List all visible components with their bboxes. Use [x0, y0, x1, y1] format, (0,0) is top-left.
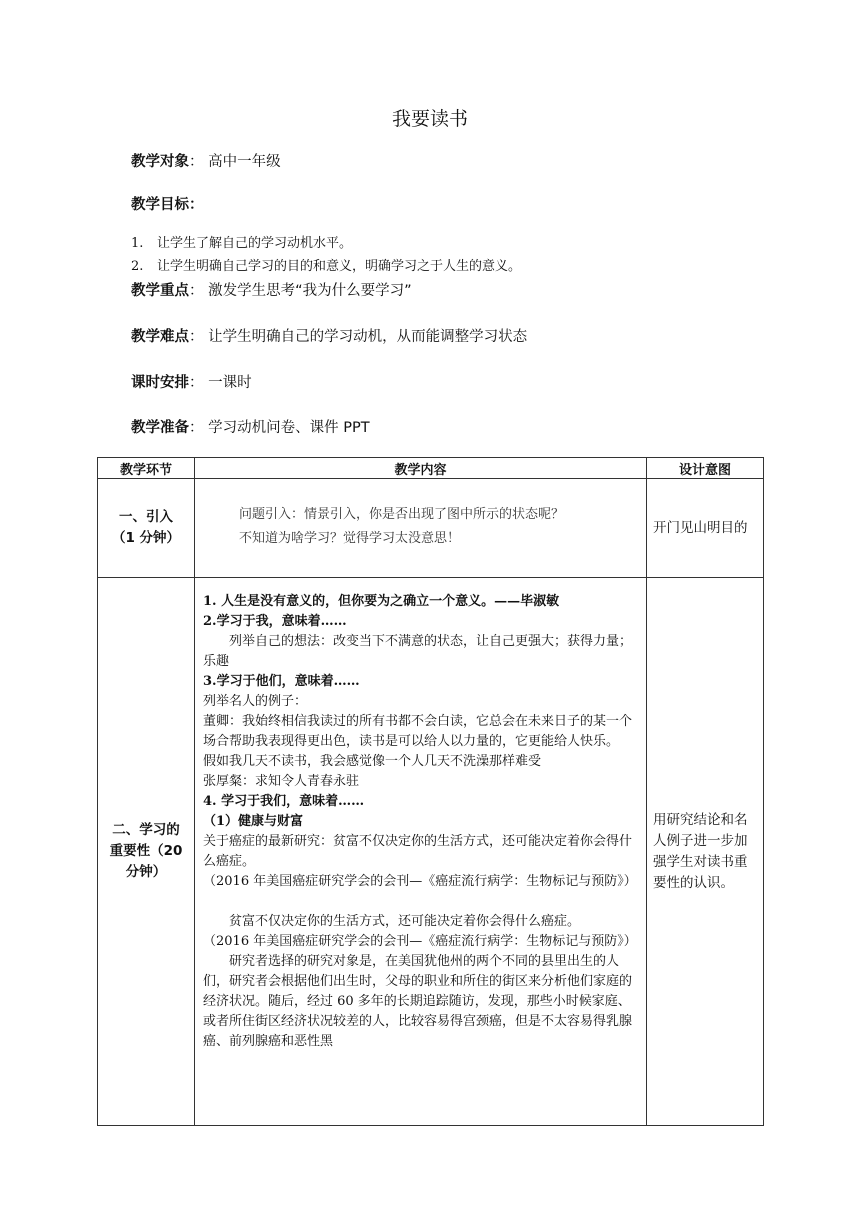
lesson-table [97, 457, 764, 1126]
content-cell [195, 578, 647, 1126]
difficulty-line: 教学难点： 让学生明确自己的学习动机，从而能调整学习状态 [131, 329, 528, 345]
content-line: 问题引入：情景引入，你是否出现了图中所示的状态呢？ [239, 507, 565, 522]
audience-value: 高中一年级 [208, 154, 281, 170]
goal-number: 2. [131, 259, 144, 274]
content-line: 贫富不仅决定你的生活方式，还可能决定着你会得什么癌症。 [229, 914, 581, 929]
prep-line: 教学准备： 学习动机问卷、课件 PPT [131, 420, 370, 436]
prep-label: 教学准备 [131, 420, 189, 436]
content-line: （2016 年美国癌症研究学会的会刊—《癌症流行病学：生物标记与预防》） [203, 874, 637, 889]
goal-item [131, 232, 352, 251]
hours-label: 课时安排 [131, 375, 189, 391]
document-title: 我要读书 [391, 108, 468, 130]
content-line: 2.学习于我，意味着…… [203, 614, 347, 629]
header-intent: 设计意图 [647, 458, 764, 479]
table-row [98, 479, 764, 578]
section-title: 二、学习的 [112, 822, 180, 838]
goal-text: 让学生了解自己的学习动机水平。 [157, 236, 353, 251]
content-line: 张厚粲：求知令人青春永驻 [203, 774, 360, 789]
content-cell [195, 479, 647, 578]
intent-cell: 开门见山明目的 [647, 479, 764, 578]
hours-value: 一课时 [208, 375, 252, 391]
content-line: 1. 人生是没有意义的，但你要为之确立一个意义。——毕淑敏 [203, 594, 560, 609]
content-line: 3.学习于他们，意味着…… [203, 674, 360, 689]
content-line: 关于癌症的最新研究：贫富不仅决定你的生活方式，还可能决定着你会得什么癌症。 [203, 834, 633, 869]
difficulty-label: 教学难点 [131, 329, 189, 345]
audience-label: 教学对象 [131, 154, 189, 170]
difficulty-value: 让学生明确自己的学习动机，从而能调整学习状态 [208, 329, 528, 345]
content-line: 列举自己的想法：改变当下不满意的状态，让自己更强大；获得力量；乐趣 [203, 634, 633, 669]
intent-cell: 用研究结论和名人例子进一步加强学生对读书重要性的认识。 [647, 578, 764, 1126]
goal-text: 让学生明确自己学习的目的和意义，明确学习之于人生的意义。 [157, 259, 522, 274]
hours-line: 课时安排： 一课时 [131, 375, 252, 391]
goals-label: 教学目标： [131, 197, 204, 213]
section-duration: 分钟） [125, 864, 167, 880]
section-duration: （1 分钟） [111, 530, 181, 546]
prep-value: 学习动机问卷、课件 PPT [208, 420, 370, 436]
focus-label: 教学重点 [131, 283, 189, 299]
content-line: 4. 学习于我们，意味着…… [203, 794, 365, 809]
table-header-row [98, 458, 764, 479]
content-line: 董卿：我始终相信我读过的所有书都不会白读，它总会在未来日子的某一个场合帮助我表现得更出色，读书是可以给人以力量的，它更能给人快乐。 [203, 714, 633, 749]
focus-value: 激发学生思考“我为什么要学习” [208, 283, 412, 299]
section-title: 一、引入 [119, 509, 173, 525]
header-content: 教学内容 [195, 458, 647, 479]
content-line: 不知道为啥学习？觉得学习太没意思！ [239, 531, 461, 546]
goal-item [131, 255, 521, 274]
header-section: 教学环节 [98, 458, 195, 479]
content-line [203, 892, 640, 912]
audience-line: 教学对象： 高中一年级 [131, 154, 281, 170]
content-line: 列举名人的例子： [203, 694, 308, 709]
content-line: （2016 年美国癌症研究学会的会刊—《癌症流行病学：生物标记与预防》） [203, 934, 637, 949]
content-line: 假如我几天不读书，我会感觉像一个人几天不洗澡那样难受 [203, 754, 542, 769]
section-title: 重要性（20 [109, 843, 183, 859]
goal-number: 1. [131, 236, 144, 251]
table-row [98, 578, 764, 1126]
content-line: （1）健康与财富 [203, 814, 304, 829]
section-cell [98, 578, 195, 1126]
goals-heading [131, 193, 204, 214]
section-cell [98, 479, 195, 578]
focus-line: 教学重点： 激发学生思考“我为什么要学习” [131, 283, 412, 299]
content-line: 研究者选择的研究对象是，在美国犹他州的两个不同的县里出生的人们，研究者会根据他们出生时，父母的职业和所住的街区来分析他们家庭的经济状况。随后，经过 60 多年的长期追踪随访，发现，那些小时候家庭、或者所住街区经济状况较差的人，比较容易得宫颈癌，但是不太容易得乳腺癌、前列腺癌和恶性黑 [203, 954, 633, 1049]
